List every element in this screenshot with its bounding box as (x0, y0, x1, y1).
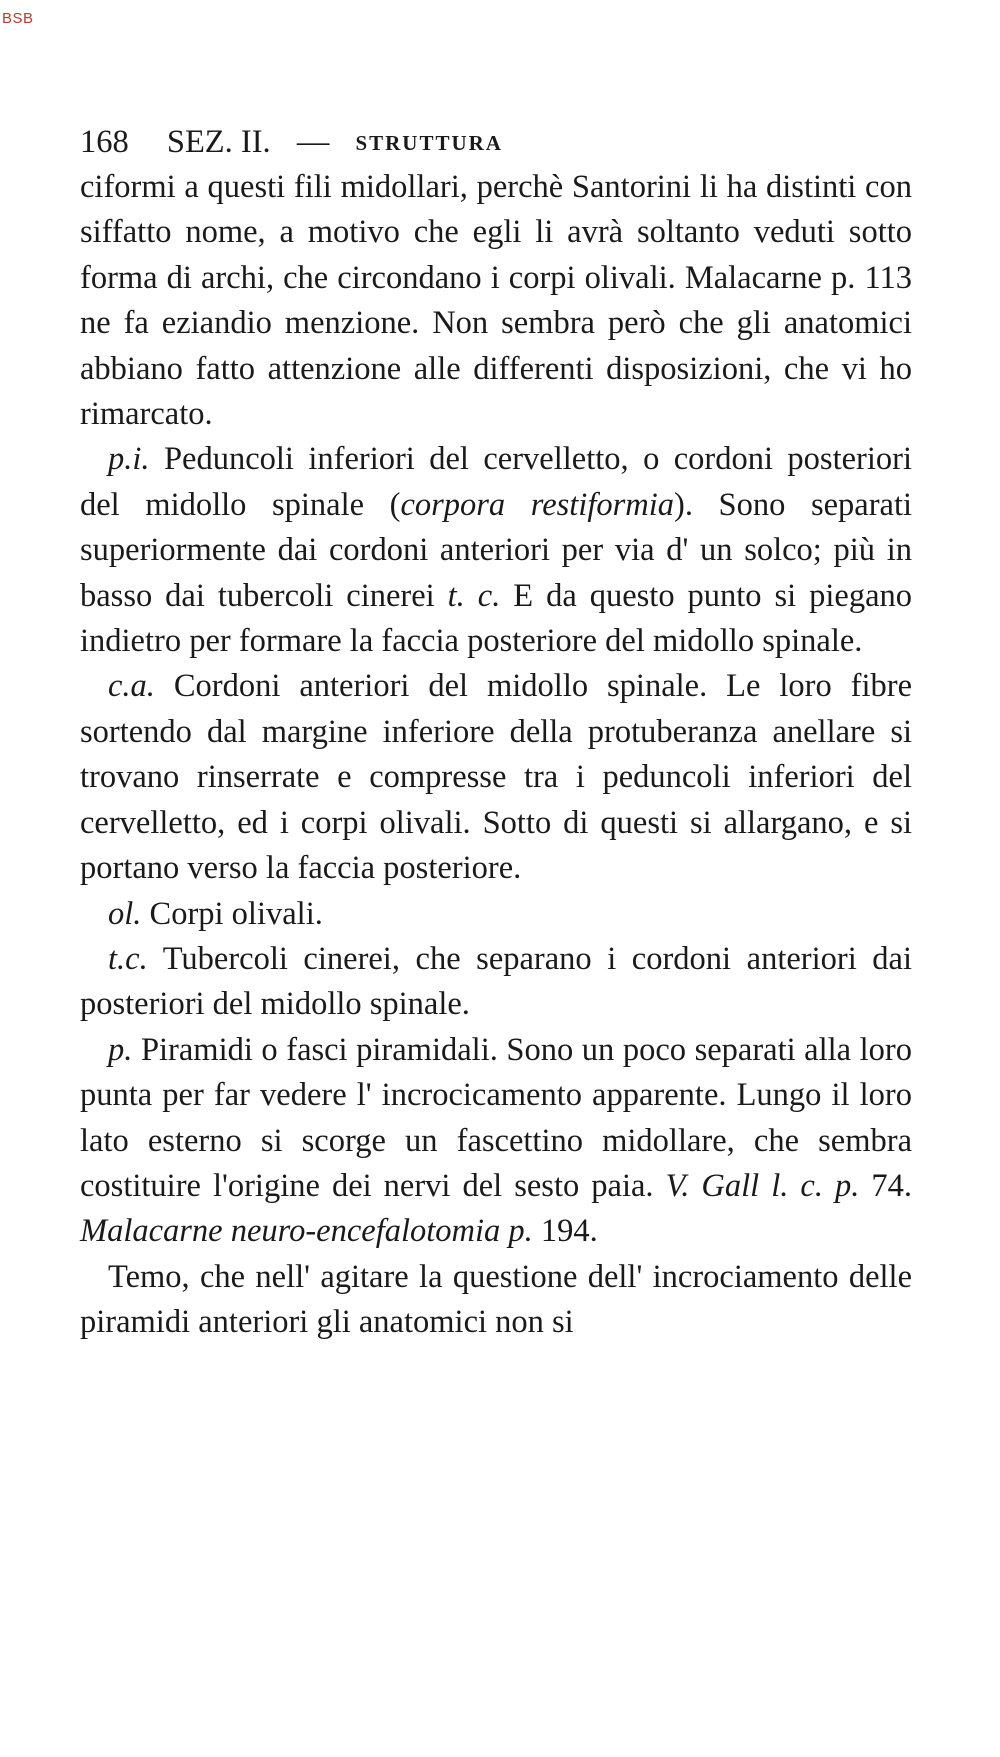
figure-label: c.a. (108, 668, 155, 705)
figure-label: p. (108, 1031, 133, 1068)
running-head (80, 120, 912, 165)
citation-page: 194. (540, 1213, 598, 1250)
citation-malacarne: Malacarne neuro-encefalotomia p. (80, 1213, 533, 1250)
paragraph-temo (80, 1255, 912, 1346)
paragraph-text: ). Sono separati superiormente dai cordoni anteriori per via d' un solco; più in basso dai tubercoli cinerei (80, 486, 913, 614)
library-watermark: BSB (2, 10, 34, 27)
citation-gall: V. Gall l. c. p. (665, 1167, 860, 1204)
paragraph-text: Peduncoli inferiori del cervelletto, o cordoni posteriori del midollo spinale ( (80, 441, 912, 523)
paragraph-corpi-olivali (80, 892, 912, 937)
header-dash: — (296, 124, 330, 160)
latin-term: corpora restiformia (400, 486, 675, 523)
figure-label: t.c. (108, 940, 148, 977)
paragraph-tubercoli (80, 937, 912, 1028)
paragraph-text: Corpi olivali. (149, 895, 323, 932)
section-number: SEZ. II. (166, 124, 271, 160)
figure-label: p.i. (108, 441, 150, 478)
paragraph-peduncoli (80, 437, 912, 664)
paragraph-text: Temo, che nell' agitare la questione dell' incrociamento delle piramidi anteriori gli anatomici non si (80, 1258, 912, 1341)
paragraph-text: E da questo punto si piegano indietro per formare la faccia posteriore del midollo spinale. (80, 577, 913, 660)
paragraph-text: Piramidi o fasci piramidali. Sono un poco separati alla loro punta per far vedere l' incrocicamento apparente. Lungo il loro lato esterno si scorge un fascettino midollare, che sembra costituire l'origine dei nervi del sesto paia. (80, 1031, 912, 1204)
paragraph-text: Cordoni anteriori del midollo spinale. Le loro fibre sortendo dal margine inferiore della protuberanza anellare si trovano rinserrate e compresse tra i peduncoli inferiori del cervelletto, ed i corpi olivali. Sotto di questi si allargano, e si portano verso la faccia posteriore. (80, 668, 912, 887)
figure-reference: t. c. (447, 577, 501, 614)
page-number: 168 (80, 124, 129, 160)
paragraph-piramidi (80, 1028, 912, 1255)
section-subject: STRUTTURA (355, 131, 503, 155)
paragraph-text: ciformi a questi fili midollari, perchè Santorini li ha distinti con siffatto nome, a motivo che egli li avrà soltanto veduti sotto forma di archi, che circondano i corpi olivali. Malacarne p. 113 ne fa eziandio menzione. Non sembra però che gli anatomici abbiano fatto attenzione alle differenti disposizioni, che vi ho rimarcato. (80, 169, 912, 433)
paragraph-text: Tubercoli cinerei, che separano i cordoni anteriori dai posteriori del midollo spinale. (80, 940, 912, 1023)
book-page (80, 120, 912, 1346)
figure-label: ol. (108, 895, 142, 932)
paragraph-continuation (80, 165, 912, 437)
paragraph-cordoni-anteriori (80, 664, 912, 891)
citation-page: 74. (871, 1167, 913, 1204)
